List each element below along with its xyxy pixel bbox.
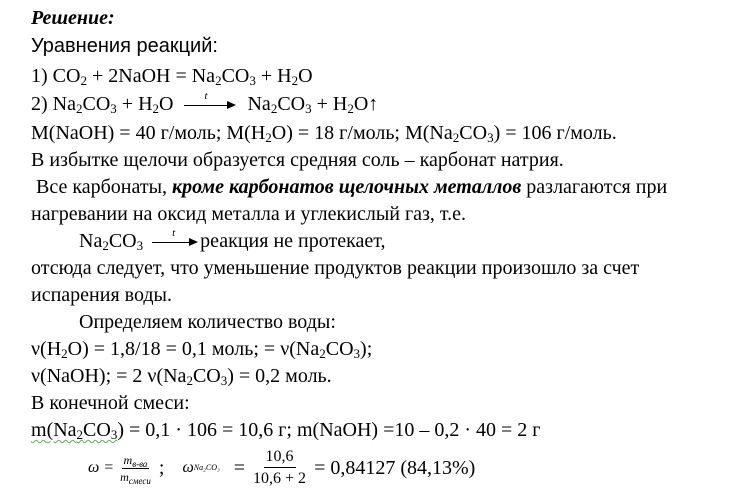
determine-water-line: Определяем количество воды: xyxy=(79,311,336,333)
mass-fraction-formula: ω = $\frac{m_{в-ва}}{m_{смеси}}$ ; ω Na₂CO₃ = $\frac{10,6}{10,6 + 2}$ = 0,84127 (84,13%) xyxy=(88,448,475,488)
final-mixture-line: В конечной смеси: xyxy=(31,392,190,414)
heat-arrow-icon: t xyxy=(184,92,236,116)
molar-masses: M(NaOH) = 40 г/моль; $M(H_2O) = 18$ г/моль; $M(Na_2CO_3) = 106$ г/моль. xyxy=(31,122,617,145)
nu-naoh-line: ν(NaOH); = 2 $\nu(Na_2CO_3) = 0,2$ моль. xyxy=(31,365,332,388)
reaction-1: 1) $CO_2$ + 2NaOH = $Na_2CO_3 + H_2O$ xyxy=(31,65,313,88)
mass-fraction-definition: $\frac{m_{в-ва}}{m_{смеси}}$ xyxy=(120,452,151,486)
carbonates-line: Все карбонаты, кроме карбонатов щелочных металлов разлагаются при xyxy=(36,176,668,198)
heating-line: нагревании на оксид металла и углекислый газ, т.е. xyxy=(31,203,467,225)
solution-heading: Решение: xyxy=(31,7,115,29)
heat-arrow-icon: t xyxy=(152,229,198,253)
fraction-value: $\frac{10,6}{10,6 + 2}$ xyxy=(253,447,307,487)
evaporation-line: испарения воды. xyxy=(31,284,172,306)
equations-intro: Уравнения реакций: xyxy=(31,35,218,57)
hence-line: отсюда следует, что уменьшение продуктов реакции произошло за счет xyxy=(31,257,640,279)
reaction-2: 2) $Na_2CO_3 + H_2O$ t $Na_2CO_3$ + $H_2O↑$ xyxy=(31,90,379,116)
mass-line: $m(Na_2CO_3) = 0,1 \cdot 106 = 10,6$ г; m(NaOH) =10 – 0,2 · 40 = 2 г xyxy=(31,419,541,442)
excess-alkali-line: В избытке щелочи образуется средняя соль – карбонат натрия. xyxy=(31,149,564,171)
nu-water-line: $\nu(H_2O) = 1,8/18 = 0,1$ моль; = $\nu(Na_2CO_3)$; xyxy=(31,338,373,361)
no-reaction-line: $Na_2CO_3$ t реакция не протекает, xyxy=(79,227,386,253)
